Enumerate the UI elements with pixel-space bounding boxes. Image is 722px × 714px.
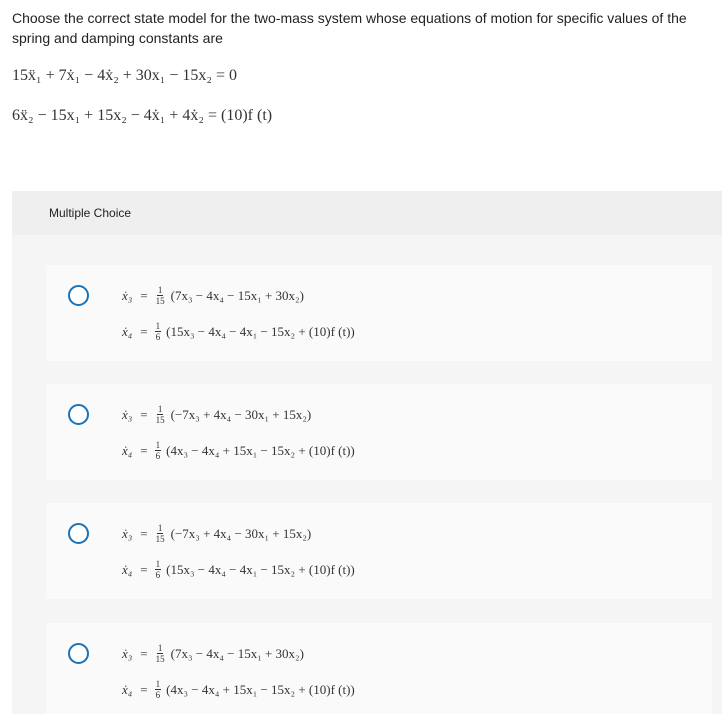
rhs-expression: (−7x₃ + 4x₄ − 30x₁ + 15x₂) xyxy=(170,406,312,422)
choice-4-equation-x4 xyxy=(122,679,355,700)
fraction xyxy=(155,440,162,461)
fraction xyxy=(155,404,166,425)
rhs-expression: (−7x₃ + 4x₄ − 30x₁ + 15x₂) xyxy=(170,525,312,541)
denominator: 15 xyxy=(155,296,165,306)
equals-sign: = xyxy=(140,442,148,458)
fraction xyxy=(155,679,162,700)
numerator: 1 xyxy=(157,404,163,414)
choice-4-equation-x3 xyxy=(122,643,304,664)
lhs: ẋ₄ xyxy=(122,442,133,458)
denominator: 6 xyxy=(155,570,161,580)
radio-button-3[interactable] xyxy=(68,523,89,544)
fraction xyxy=(155,523,166,544)
lhs: ẋ₄ xyxy=(122,681,133,697)
choice-option-1[interactable] xyxy=(46,265,712,361)
equals-sign: = xyxy=(140,645,148,661)
rhs-expression: (15x₃ − 4x₄ − 4x₁ − 15x₂ + (10)f (t)) xyxy=(166,323,355,339)
rhs-expression: (7x₃ − 4x₄ − 15x₁ + 30x₂) xyxy=(170,287,304,303)
equals-sign: = xyxy=(140,287,148,303)
choice-option-4[interactable] xyxy=(46,623,712,714)
choice-3-equation-x3 xyxy=(122,523,311,544)
lhs: ẋ₃ xyxy=(122,406,133,422)
denominator: 15 xyxy=(155,654,165,664)
multiple-choice-header xyxy=(12,191,722,235)
equals-sign: = xyxy=(140,406,148,422)
numerator: 1 xyxy=(157,523,163,533)
lhs: ẋ₄ xyxy=(122,561,133,577)
equals-sign: = xyxy=(140,681,148,697)
rhs-expression: (7x₃ − 4x₄ − 15x₁ + 30x₂) xyxy=(170,645,304,661)
choice-2-equation-x3 xyxy=(122,404,311,425)
rhs-expression: (4x₃ − 4x₄ + 15x₁ − 15x₂ + (10)f (t)) xyxy=(166,681,355,697)
multiple-choice-label: Multiple Choice xyxy=(49,206,132,220)
fraction xyxy=(155,321,162,342)
denominator: 6 xyxy=(155,690,161,700)
lhs: ẋ₃ xyxy=(122,287,133,303)
multiple-choice-body xyxy=(12,235,722,714)
equation-of-motion-2: 6ẍ₂ − 15x₁ + 15x₂ − 4ẋ₁ + 4ẋ₂ = (10)f (t) xyxy=(12,107,273,124)
equals-sign: = xyxy=(140,323,148,339)
lhs: ẋ₃ xyxy=(122,645,133,661)
lhs: ẋ₄ xyxy=(122,323,133,339)
choice-option-2[interactable] xyxy=(46,384,712,480)
choice-3-equation-x4 xyxy=(122,559,355,580)
equals-sign: = xyxy=(140,561,148,577)
fraction xyxy=(155,559,162,580)
radio-button-4[interactable] xyxy=(68,643,89,664)
numerator: 1 xyxy=(155,559,161,569)
choice-option-3[interactable] xyxy=(46,503,712,599)
denominator: 6 xyxy=(155,451,161,461)
numerator: 1 xyxy=(155,440,161,450)
equation-of-motion-1: 15ẍ₁ + 7ẋ₁ − 4ẋ₂ + 30x₁ − 15x₂ = 0 xyxy=(12,67,238,84)
denominator: 6 xyxy=(155,332,161,342)
numerator: 1 xyxy=(155,321,161,331)
choice-1-equation-x3 xyxy=(122,285,304,306)
radio-button-2[interactable] xyxy=(68,404,89,425)
rhs-expression: (15x₃ − 4x₄ − 4x₁ − 15x₂ + (10)f (t)) xyxy=(166,561,355,577)
denominator: 15 xyxy=(155,534,165,544)
question-text: Choose the correct state model for the two-mass system whose equations of motion for specific values of the spring and damping constants are xyxy=(12,10,687,46)
denominator: 15 xyxy=(155,415,165,425)
fraction xyxy=(155,285,166,306)
choice-2-equation-x4 xyxy=(122,440,355,461)
numerator: 1 xyxy=(157,643,163,653)
choice-1-equation-x4 xyxy=(122,321,355,342)
numerator: 1 xyxy=(157,285,163,295)
radio-button-1[interactable] xyxy=(68,285,89,306)
equals-sign: = xyxy=(140,525,148,541)
rhs-expression: (4x₃ − 4x₄ + 15x₁ − 15x₂ + (10)f (t)) xyxy=(166,442,355,458)
fraction xyxy=(155,643,166,664)
numerator: 1 xyxy=(155,679,161,689)
lhs: ẋ₃ xyxy=(122,525,133,541)
